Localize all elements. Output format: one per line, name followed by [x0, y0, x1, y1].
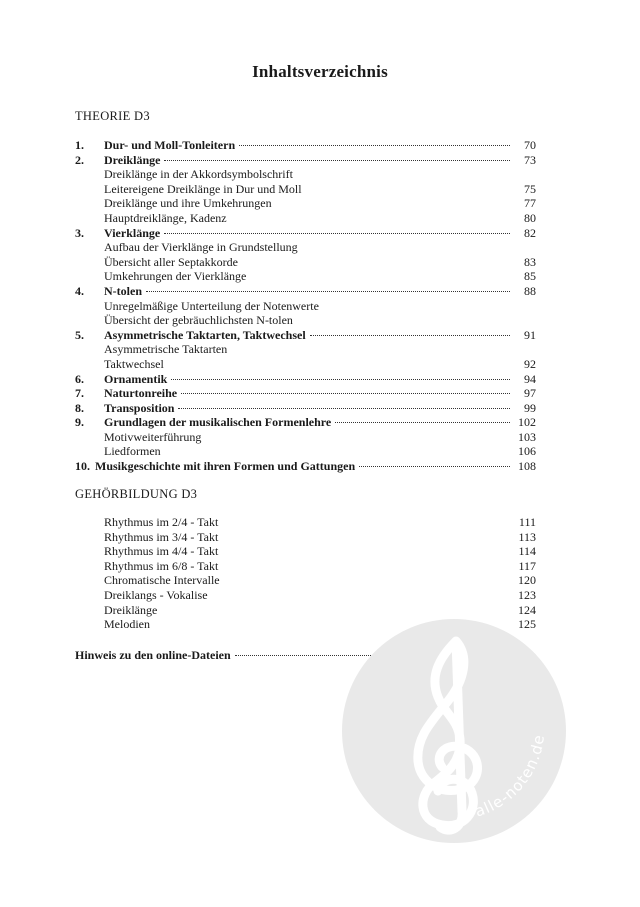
watermark-text: alle-noten.de: [472, 733, 549, 821]
toc-entry: [75, 430, 536, 445]
toc-entry-number: 8.: [75, 400, 84, 415]
toc-theorie: [75, 138, 536, 474]
toc-entry-label: Dreiklänge: [104, 152, 161, 167]
toc-entry: [75, 573, 536, 588]
toc-entry-page: 92: [524, 356, 536, 371]
toc-entry-page: 73: [524, 152, 536, 167]
toc-entry-number: 5.: [75, 327, 84, 342]
toc-entry-page: 83: [524, 254, 536, 269]
toc-entry-label: Dreiklänge: [104, 602, 158, 617]
toc-entry-label: Rhythmus im 6/8 - Takt: [104, 558, 219, 573]
toc-entry-label: Transposition: [104, 400, 175, 415]
toc-entry-label: Liedformen: [104, 444, 161, 459]
toc-entry-label: Leitereigene Dreiklänge in Dur und Moll: [104, 181, 302, 196]
toc-entry: [75, 588, 536, 603]
toc-entry: [75, 240, 536, 255]
toc-entry-label: Übersicht aller Septakkorde: [104, 254, 238, 269]
toc-entry-label: Naturtonreihe: [104, 386, 178, 401]
toc-entry-number: 3.: [75, 225, 84, 240]
toc-entry-number: 7.: [75, 386, 84, 401]
toc-entry-label: Rhythmus im 4/4 - Takt: [104, 544, 219, 559]
toc-entry-label: Rhythmus im 2/4 - Takt: [104, 515, 219, 529]
dot-leader: [310, 334, 510, 336]
dot-leader: [239, 144, 510, 146]
dot-leader: [359, 465, 510, 467]
toc-entry: [75, 530, 536, 545]
toc-entry: [75, 299, 536, 314]
dot-leader: [171, 378, 510, 380]
toc-entry: [75, 167, 536, 182]
toc-entry: [75, 515, 536, 530]
toc-entry: [75, 372, 536, 387]
toc-entry-label: Unregelmäßige Unterteilung der Notenwerte: [104, 298, 319, 313]
dot-leader: [335, 421, 510, 423]
toc-entry-label: Taktwechsel: [104, 356, 164, 371]
toc-entry-page: 77: [524, 196, 536, 211]
toc-entry-label: Rhythmus im 3/4 - Takt: [104, 529, 219, 544]
toc-entry-label: Asymmetrische Taktarten, Taktwechsel: [104, 327, 306, 342]
toc-entry-label: Übersicht der gebräuchlichsten N-tolen: [104, 313, 293, 328]
toc-entry-number: 1.: [75, 138, 84, 152]
toc-entry: [75, 459, 536, 474]
toc-entry-page: 120: [518, 573, 536, 588]
toc-entry-label: Ornamentik: [104, 371, 168, 386]
dot-leader: [164, 159, 510, 161]
toc-entry-number: 9.: [75, 415, 84, 430]
toc-entry: [75, 444, 536, 459]
toc-entry-page: 88: [524, 283, 536, 298]
toc-entry: [75, 357, 536, 372]
toc-entry-label: Aufbau der Vierklänge in Grundstellung: [104, 240, 298, 255]
watermark-treble-clef-icon: [338, 615, 570, 847]
toc-entry-page: 85: [524, 269, 536, 284]
toc-entry: [75, 196, 536, 211]
toc-entry-number: 2.: [75, 152, 84, 167]
toc-entry-label: Asymmetrische Taktarten: [104, 342, 228, 357]
toc-entry-label: Grundlagen der musikalischen Formenlehre: [104, 415, 332, 430]
hinweis-label: Hinweis zu den online-Dateien: [75, 648, 231, 662]
toc-entry: [75, 226, 536, 241]
toc-entry: [75, 284, 536, 299]
toc-entry-page: 117: [518, 558, 536, 573]
toc-entry-label: N-tolen: [104, 283, 142, 298]
toc-entry: [75, 153, 536, 168]
toc-entry-label: Chromatische Intervalle: [104, 573, 220, 588]
toc-entry-page: 91: [524, 327, 536, 342]
toc-entry-label: Dreiklänge und ihre Umkehrungen: [104, 196, 272, 211]
toc-entry-page: 106: [518, 444, 536, 459]
toc-entry-label: Dreiklangs - Vokalise: [104, 587, 208, 602]
section-heading-theorie: THEORIE D3: [75, 109, 150, 123]
toc-entry-page: 97: [524, 386, 536, 401]
dot-leader: [181, 392, 510, 394]
toc-entry-page: 125: [518, 617, 536, 632]
toc-entry-number: 4.: [75, 283, 84, 298]
toc-entry: [75, 544, 536, 559]
toc-entry: [75, 255, 536, 270]
toc-entry: [75, 559, 536, 574]
toc-entry-page: 113: [518, 529, 536, 544]
toc-entry-page: 82: [524, 225, 536, 240]
section-heading-gehoerbildung: GEHÖRBILDUNG D3: [75, 487, 198, 501]
toc-entry-page: 123: [518, 587, 536, 602]
toc-entry-label: Hauptdreiklänge, Kadenz: [104, 210, 227, 225]
dot-leader: [178, 407, 510, 409]
toc-entry-label: Musikgeschichte mit ihren Formen und Gattungen: [95, 459, 356, 474]
toc-entry-page: 103: [518, 429, 536, 444]
page-title: Inhaltsverzeichnis: [252, 62, 388, 81]
toc-entry: [75, 138, 536, 153]
toc-entry-page: 99: [524, 400, 536, 415]
toc-entry: [75, 182, 536, 197]
toc-entry: [75, 342, 536, 357]
toc-entry-page: 80: [524, 210, 536, 225]
toc-entry-label: Melodien: [104, 617, 150, 632]
toc-entry-label: Vierklänge: [104, 225, 161, 240]
toc-entry-label: Dur- und Moll-Tonleitern: [104, 138, 236, 152]
toc-entry-label: Motivweiterführung: [104, 429, 202, 444]
toc-entry-page: 124: [518, 602, 536, 617]
toc-entry-page: 94: [524, 371, 536, 386]
toc-entry-page: 114: [518, 544, 536, 559]
toc-entry-number: 6.: [75, 371, 84, 386]
toc-entry: [75, 415, 536, 430]
toc-entry-page: 102: [518, 415, 536, 430]
toc-entry: [75, 211, 536, 226]
dot-leader: [146, 290, 510, 292]
toc-entry: [75, 313, 536, 328]
toc-entry-page: 108: [518, 459, 536, 474]
toc-entry-label: Umkehrungen der Vierklänge: [104, 269, 247, 284]
toc-entry-page: 75: [524, 181, 536, 196]
toc-entry: [75, 386, 536, 401]
toc-entry: [75, 401, 536, 416]
toc-entry: [75, 269, 536, 284]
toc-entry: [75, 328, 536, 343]
dot-leader: [164, 232, 510, 234]
toc-entry-page: 111: [518, 515, 536, 529]
toc-entry-page: 70: [524, 138, 536, 152]
toc-entry-number: 10.: [75, 459, 90, 474]
toc-entry-label: Dreiklänge in der Akkordsymbolschrift: [104, 167, 293, 182]
